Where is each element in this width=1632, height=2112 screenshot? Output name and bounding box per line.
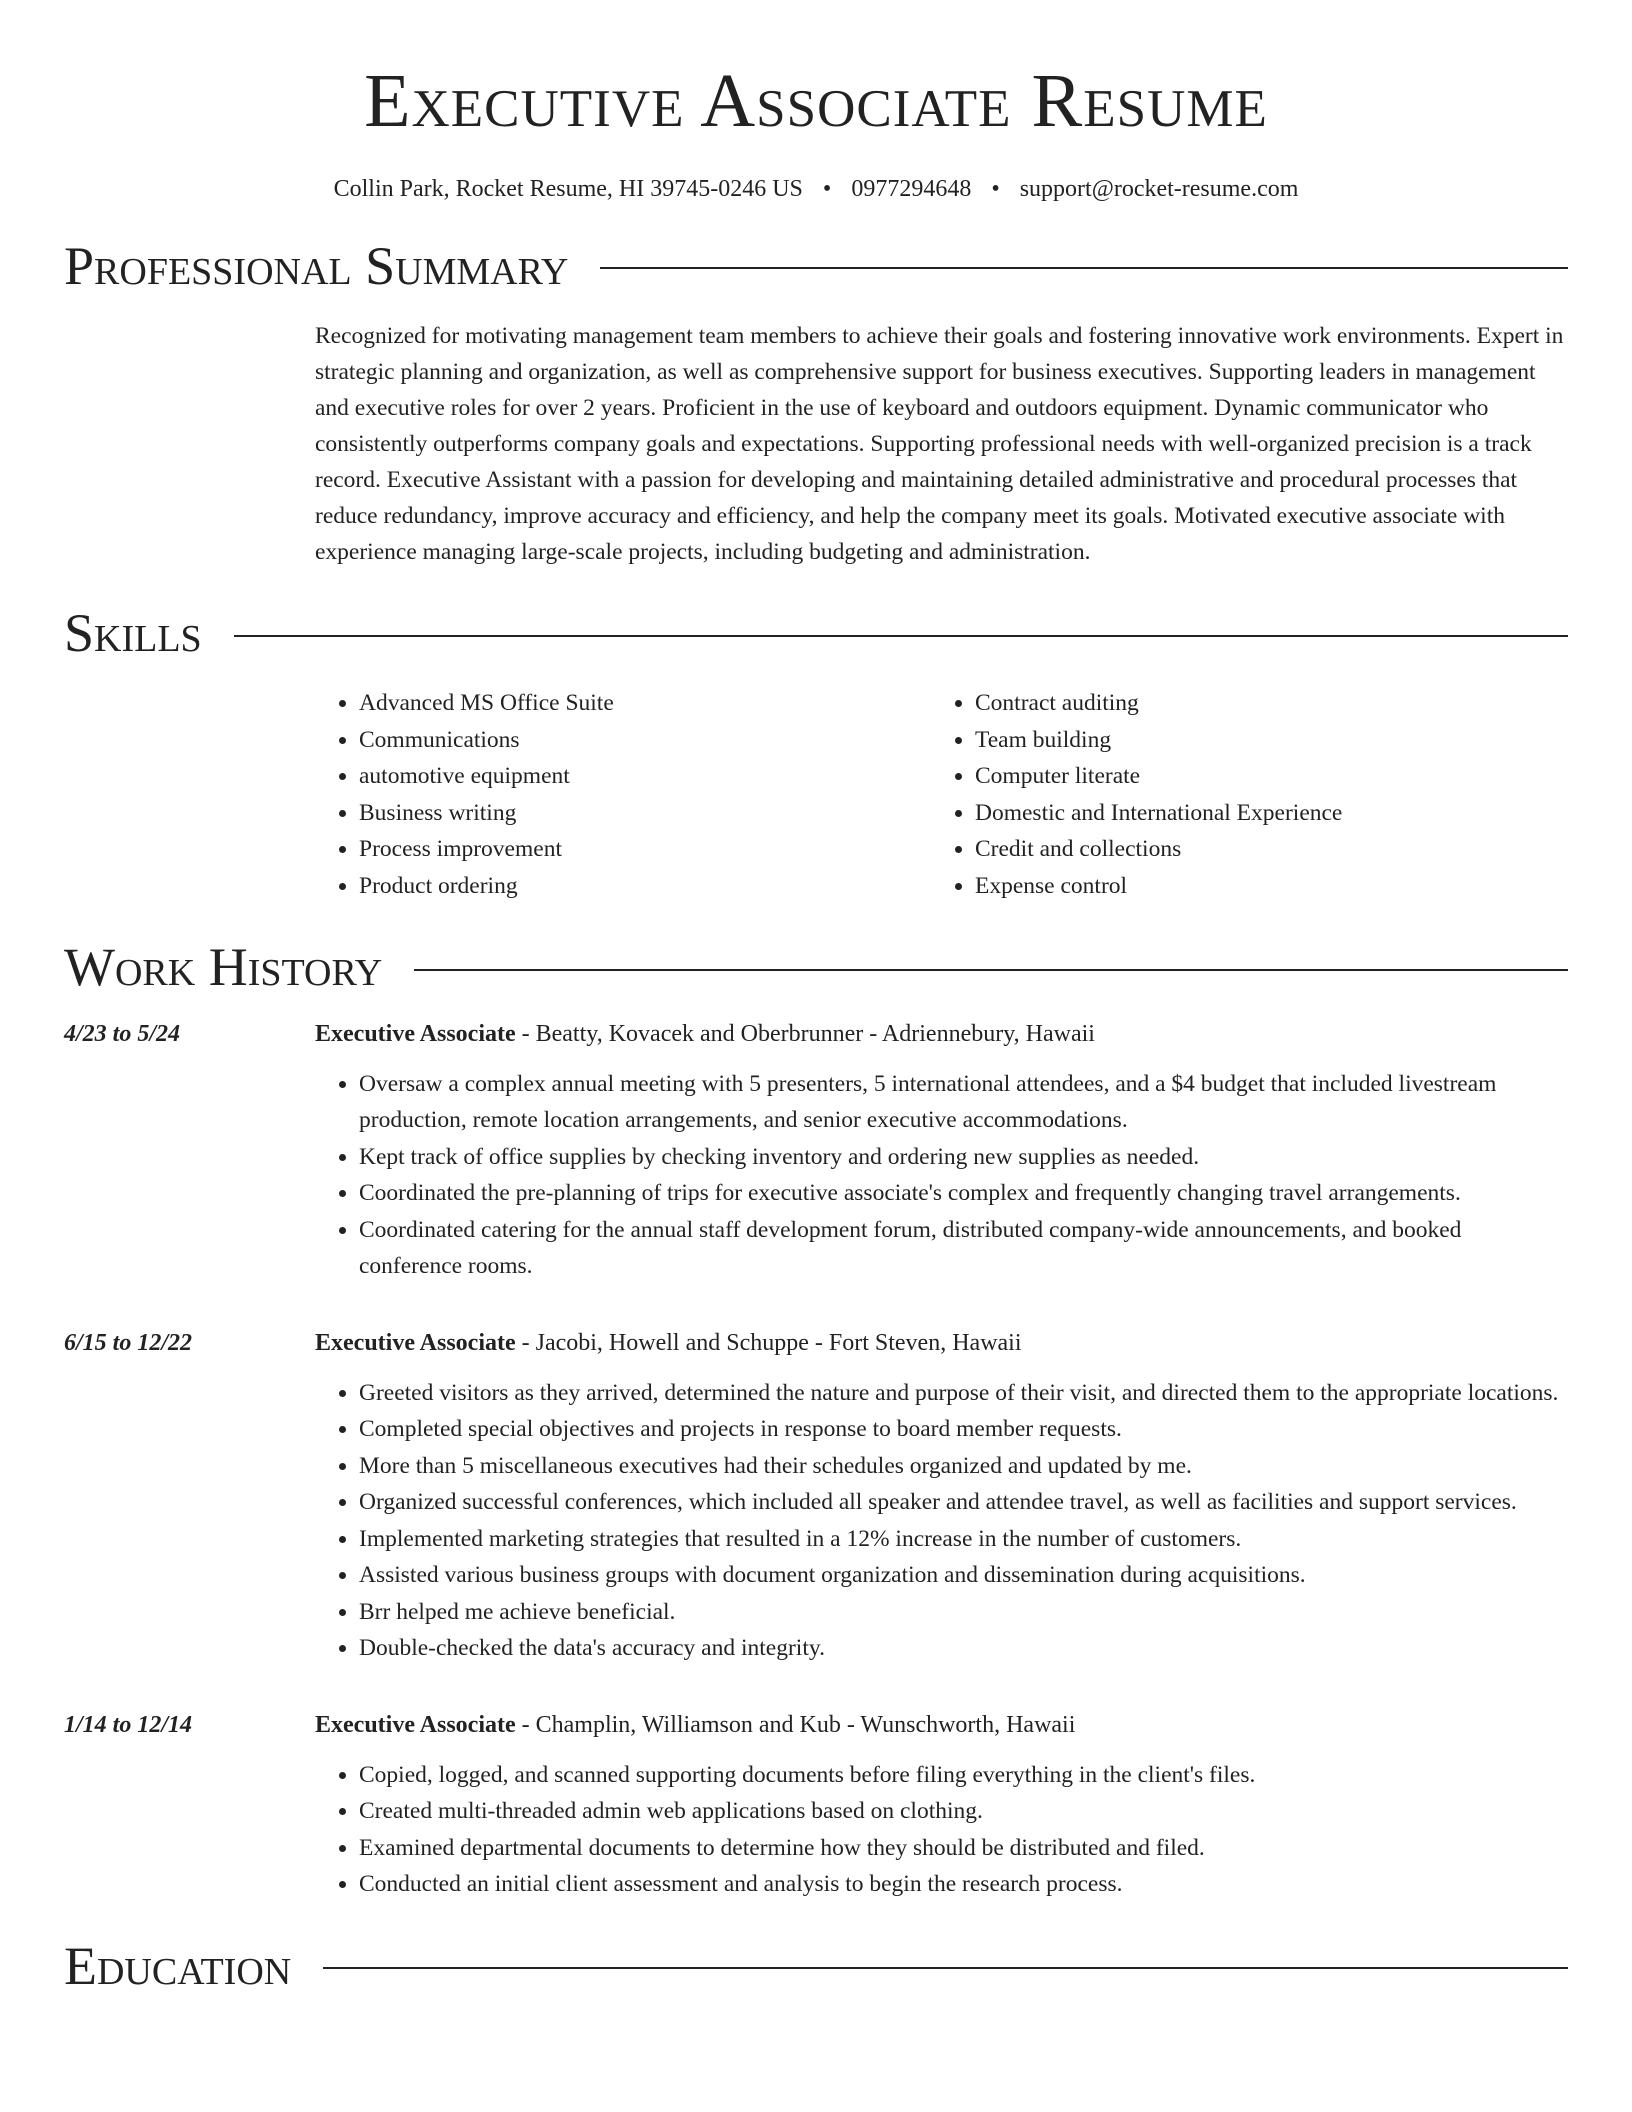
job-details [315, 1707, 1568, 1903]
job-employer: - Jacobi, Howell and Schuppe - Fort Steven, Hawaii [515, 1329, 1022, 1356]
job-details [315, 1016, 1568, 1285]
summary-body [315, 318, 1568, 570]
section-divider [414, 969, 1568, 971]
contact-phone: 0977294648 [851, 175, 972, 202]
job-details [315, 1325, 1568, 1667]
skill-item: • Credit and collections [975, 831, 1547, 868]
job-bullet: • Coordinated catering for the annual staff development forum, distributed company-wide announcements, and booked conference rooms. [359, 1212, 1568, 1285]
job-role: Executive Associate [315, 1329, 516, 1356]
job-bullets [315, 1066, 1568, 1285]
job-bullet: • Conducted an initial client assessment and analysis to begin the research process. [359, 1866, 1568, 1903]
job-bullet: • Examined departmental documents to determine how they should be distributed and filed. [359, 1830, 1568, 1867]
job-role: Executive Associate [315, 1020, 516, 1047]
skill-item: • Computer literate [975, 758, 1547, 795]
skill-item: • Advanced MS Office Suite [359, 685, 931, 722]
contact-email[interactable]: support@rocket-resume.com [1019, 175, 1299, 202]
job-bullet: • Coordinated the pre-planning of trips for executive associate's complex and frequently changing travel arrangements. [359, 1175, 1568, 1212]
work-heading-row [64, 938, 1568, 997]
job-employer: - Beatty, Kovacek and Oberbrunner - Adriennebury, Hawaii [515, 1020, 1095, 1047]
summary-heading-row [64, 237, 1568, 296]
summary-heading: Professional Summary [64, 235, 569, 296]
skills-heading: Skills [64, 602, 202, 663]
job-bullet: • Greeted visitors as they arrived, determined the nature and purpose of their visit, and directed them to the appropriate locations. [359, 1375, 1568, 1412]
skill-item: • Team building [975, 722, 1547, 759]
skill-item: • Contract auditing [975, 685, 1547, 722]
skill-item: • Expense control [975, 868, 1547, 905]
job-bullet: • Kept track of office supplies by checking inventory and ordering new supplies as needed. [359, 1139, 1568, 1176]
job-dates: 1/14 to 12/14 [64, 1711, 193, 1738]
job-dates: 6/15 to 12/22 [64, 1329, 193, 1356]
resume-title: Executive Associate Resume [364, 59, 1268, 143]
job-entry [64, 1325, 1568, 1667]
job-bullet: • Implemented marketing strategies that resulted in a 12% increase in the number of customers. [359, 1521, 1568, 1558]
work-history-section [64, 938, 1568, 1902]
work-history-heading: Work History [64, 937, 383, 998]
job-bullets [315, 1757, 1568, 1903]
contact-separator: • [991, 175, 1000, 202]
job-bullet: • Oversaw a complex annual meeting with 5 presenters, 5 international attendees, and a $4 budget that included livestream production, remote location arrangements, and senior executive accommodations. [359, 1066, 1568, 1139]
job-dates: 4/23 to 5/24 [64, 1020, 181, 1047]
summary-text: Recognized for motivating management team members to achieve their goals and fostering innovative work environments. Expert in strategic planning and organization, as well as comprehensive support for business executives. Supporting leaders in management and executive roles for over 2 years. Proficient in the use of keyboard and outdoors equipment. Dynamic communicator who consistently outperforms company goals and expectations. Supporting professional needs with well-organized precision is a track record. Executive Assistant with a passion for developing and maintaining detailed administrative and procedural processes that reduce redundancy, improve accuracy and efficiency, and help the company meet its goals. Motivated executive associate with experience managing large-scale projects, including budgeting and administration. [315, 322, 1564, 565]
education-heading-row [64, 1937, 1568, 1996]
job-employer: - Champlin, Williamson and Kub - Wunschworth, Hawaii [515, 1711, 1076, 1738]
skills-heading-row [64, 604, 1568, 663]
contact-address: Collin Park, Rocket Resume, HI 39745-0246 US [333, 175, 803, 202]
job-bullet: • Completed special objectives and projects in response to board member requests. [359, 1411, 1568, 1448]
section-divider [323, 1967, 1568, 1969]
education-section [64, 1937, 1568, 1996]
skill-item: • Process improvement [359, 831, 931, 868]
skill-item: • automotive equipment [359, 758, 931, 795]
section-divider [600, 267, 1568, 269]
contact-line [64, 176, 1568, 203]
skill-item: • Business writing [359, 795, 931, 832]
skills-column-left [315, 685, 931, 904]
job-bullet: • Organized successful conferences, which included all speaker and attendee travel, as well as facilities and support services. [359, 1484, 1568, 1521]
contact-separator: • [822, 175, 832, 202]
skill-item: • Domestic and International Experience [975, 795, 1547, 832]
skill-item: • Communications [359, 722, 931, 759]
job-title-line [315, 1325, 1568, 1361]
job-bullet: • Created multi-threaded admin web applications based on clothing. [359, 1793, 1568, 1830]
education-heading: Education [64, 1935, 292, 1996]
job-bullet: • More than 5 miscellaneous executives had their schedules organized and updated by me. [359, 1448, 1568, 1485]
job-bullets [315, 1375, 1568, 1667]
skills-list [315, 685, 1568, 904]
job-bullet: • Brr helped me achieve beneficial. [359, 1594, 1568, 1631]
skills-section [64, 604, 1568, 904]
job-title-line [315, 1016, 1568, 1052]
job-bullet: • Assisted various business groups with document organization and dissemination during acquisitions. [359, 1557, 1568, 1594]
section-divider [234, 635, 1568, 637]
job-bullet: • Double-checked the data's accuracy and integrity. [359, 1630, 1568, 1667]
skills-column-right [931, 685, 1547, 904]
summary-section [64, 237, 1568, 570]
job-entry [64, 1016, 1568, 1285]
job-bullet: • Copied, logged, and scanned supporting documents before filing everything in the client's files. [359, 1757, 1568, 1794]
skill-item: • Product ordering [359, 868, 931, 905]
job-role: Executive Associate [315, 1711, 516, 1738]
job-entry [64, 1707, 1568, 1903]
resume-header [64, 0, 1568, 203]
job-title-line [315, 1707, 1568, 1743]
